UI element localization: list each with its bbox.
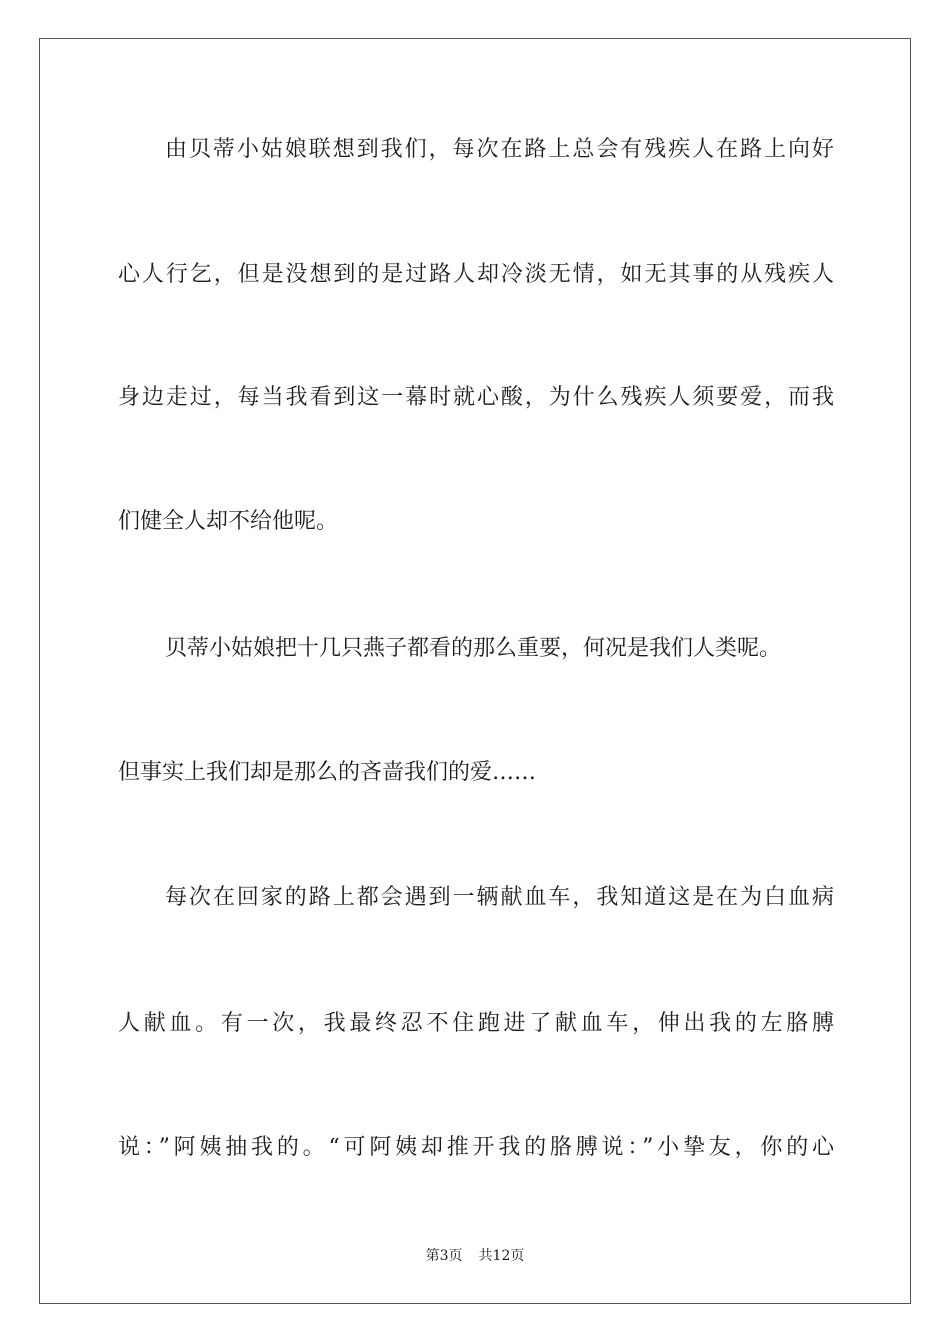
page-number: 第3页 [425,1248,463,1264]
page-border [39,38,911,1304]
body-text-line-9: 说：”阿姨抽我的。“可阿姨却推开我的胳膊说：”小挚友，你的心 [118,1135,834,1160]
page-total: 共12页 [478,1248,525,1264]
body-text-line-4: 们健全人却不给他呢。 [118,509,339,534]
body-text-line-3: 身边走过，每当我看到这一幕时就心酸，为什么残疾人须要爱，而我 [118,385,834,410]
body-text-line-7: 每次在回家的路上都会遇到一辆献血车，我知道这是在为白血病 [165,885,834,910]
page-footer [0,1246,950,1266]
body-text-line-2: 心人行乞，但是没想到的是过路人却冷淡无情，如无其事的从残疾人 [118,262,834,287]
body-text-line-8: 人献血。有一次，我最终忍不住跑进了献血车，伸出我的左胳膊 [118,1011,834,1036]
body-text-line-6: 但事实上我们却是那么的吝啬我们的爱…… [118,760,537,785]
body-text-line-5: 贝蒂小姑娘把十几只燕子都看的那么重要，何况是我们人类呢。 [165,636,782,661]
body-text-line-1: 由贝蒂小姑娘联想到我们，每次在路上总会有残疾人在路上向好 [165,137,834,162]
